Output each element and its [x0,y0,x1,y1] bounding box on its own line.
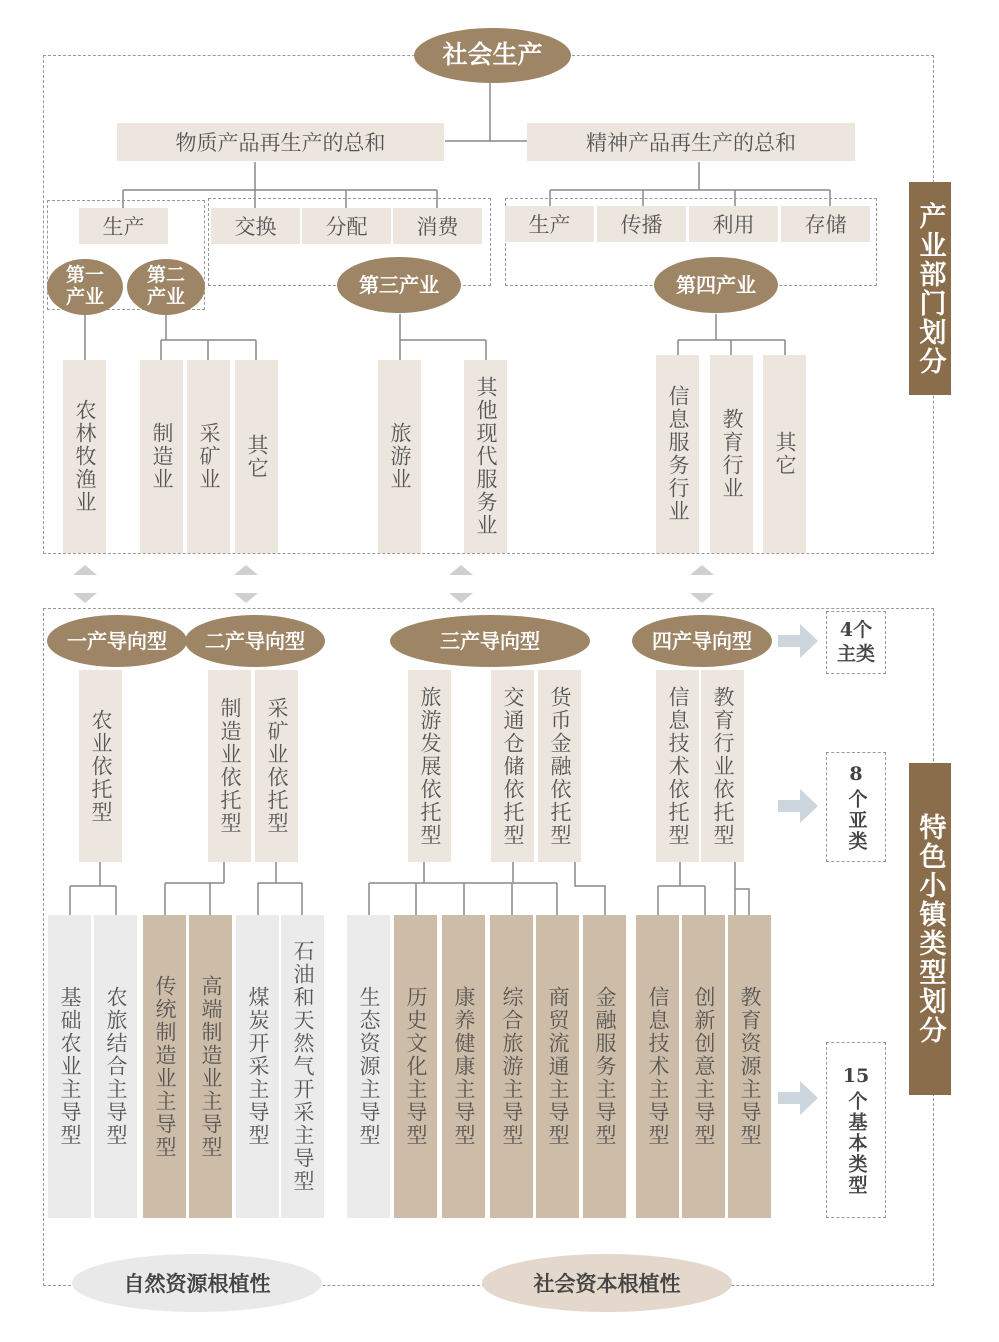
process-dissemination: 传播 [597,206,686,242]
sector-information: 信息服务行业 [656,355,699,553]
basic-type-high-end-manufacturing: 高端制造业主导型 [189,915,232,1218]
sector-other-4: 其它 [763,355,806,553]
social-capital-label: 社会资本根植性 [482,1254,732,1312]
sub-type-education: 教育行业依托型 [701,670,744,862]
sector-agriculture: 农林牧渔业 [63,360,106,553]
root-node: 社会生产 [414,28,571,83]
sector-modern-services: 其他现代服务业 [464,360,507,553]
process-exchange: 交换 [211,208,300,244]
basic-type-commerce: 商贸流通主导型 [536,915,579,1218]
basic-type-agri-tourism: 农旅结合主导型 [94,915,137,1218]
basic-type-ecological: 生态资源主导型 [347,915,390,1218]
sub-type-information: 信息技术依托型 [656,670,699,862]
process-distribution: 分配 [302,208,391,244]
sector-tourism: 旅游业 [378,360,421,553]
side-label-town-types: 特色小镇类型划分 [909,763,951,1095]
main-type-secondary: 二产导向型 [185,615,325,667]
industry-fourth: 第四产业 [654,257,778,313]
spiritual-reproduction: 精神产品再生产的总和 [527,123,855,161]
sub-type-mining: 采矿业依托型 [255,670,298,862]
basic-type-wellness: 康养健康主导型 [442,915,485,1218]
summary-basic-types: 15 个基本类型 [826,1042,886,1218]
industry-third: 第三产业 [337,257,461,313]
main-type-quaternary: 四产导向型 [632,615,772,667]
process-storage: 存储 [781,206,870,242]
sub-type-finance: 货币金融依托型 [538,670,581,862]
basic-type-basic-agriculture: 基础农业主导型 [48,915,91,1218]
basic-type-oil-gas: 石油和天然气开采主导型 [281,915,324,1218]
process-production-spiritual: 生产 [505,206,594,242]
basic-type-comprehensive-tourism: 综合旅游主导型 [490,915,533,1218]
process-consumption: 消费 [393,208,482,244]
process-utilization: 利用 [689,206,778,242]
sector-education: 教育行业 [710,355,753,553]
sector-other-2: 其它 [235,360,278,553]
sector-manufacturing: 制造业 [140,360,183,553]
industry-second: 第二产业 [127,259,205,315]
basic-type-innovation: 创新创意主导型 [682,915,725,1218]
sub-type-transport: 交通仓储依托型 [491,670,534,862]
process-production: 生产 [79,208,168,244]
basic-type-education: 教育资源主导型 [728,915,771,1218]
side-label-industry: 产业部门划分 [909,182,951,395]
sector-mining: 采矿业 [187,360,230,553]
basic-type-financial-services: 金融服务主导型 [583,915,626,1218]
basic-type-history-culture: 历史文化主导型 [394,915,437,1218]
basic-type-coal-mining: 煤炭开采主导型 [236,915,279,1218]
basic-type-traditional-manufacturing: 传统制造业主导型 [143,915,186,1218]
industry-first: 第一产业 [47,259,123,315]
sub-type-manufacturing: 制造业依托型 [208,670,251,862]
summary-sub-types: 8 个亚类 [826,752,886,862]
sub-type-tourism: 旅游发展依托型 [408,670,451,862]
natural-resource-label: 自然资源根植性 [72,1254,322,1312]
basic-type-information-tech: 信息技术主导型 [636,915,679,1218]
material-reproduction: 物质产品再生产的总和 [117,123,444,161]
main-type-tertiary: 三产导向型 [390,615,590,667]
sub-type-agriculture: 农业依托型 [79,670,122,862]
summary-main-types: 4个主类 [826,611,886,674]
main-type-primary: 一产导向型 [47,615,187,667]
